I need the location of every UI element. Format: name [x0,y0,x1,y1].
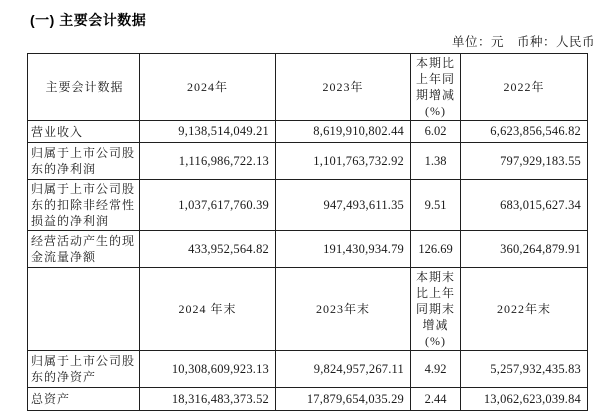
value-2024: 1,037,617,760.39 [140,180,276,231]
table-row [28,180,588,231]
table-row [28,143,588,180]
row-label: 营业收入 [28,121,140,143]
column-header: 本期比上年同期增减(%) [411,54,461,121]
value-2024: 10,308,609,923.13 [140,351,276,388]
column-header: 2023年 [276,54,411,121]
column-header: 2023年末 [276,268,411,351]
row-label: 经营活动产生的现金流量净额 [28,231,140,268]
value-yoy-pct: 126.69 [411,231,461,268]
row-label: 归属于上市公司股东的净资产 [28,351,140,388]
column-header: 2022年 [461,54,588,121]
row-label: 总资产 [28,388,140,411]
row-label: 归属于上市公司股东的扣除非经常性损益的净利润 [28,180,140,231]
value-2022: 683,015,627.34 [461,180,588,231]
table-row [28,231,588,268]
value-2022: 797,929,183.55 [461,143,588,180]
value-yoy-pct: 4.92 [411,351,461,388]
value-2022: 6,623,856,546.82 [461,121,588,143]
value-yoy-pct: 9.51 [411,180,461,231]
value-yoy-pct: 6.02 [411,121,461,143]
table-row [28,121,588,143]
column-header: 主要会计数据 [28,54,140,121]
value-2023: 8,619,910,802.44 [276,121,411,143]
unit-currency-note: 单位：元 币种：人民币 [451,35,595,49]
column-header: 2022年末 [461,268,588,351]
value-2024: 1,116,986,722.13 [140,143,276,180]
value-2024: 433,952,564.82 [140,231,276,268]
value-2024: 18,316,483,373.52 [140,388,276,411]
table-row [28,388,588,411]
column-header [28,268,140,351]
value-2022: 360,264,879.91 [461,231,588,268]
key-financials-table [27,53,588,411]
value-2023: 1,101,763,732.92 [276,143,411,180]
value-2024: 9,138,514,049.21 [140,121,276,143]
value-yoy-pct: 2.44 [411,388,461,411]
value-2023: 9,824,957,267.11 [276,351,411,388]
value-2022: 5,257,932,435.83 [461,351,588,388]
value-2022: 13,062,623,039.84 [461,388,588,411]
table-row [28,351,588,388]
value-2023: 17,879,654,035.29 [276,388,411,411]
column-header: 2024年 [140,54,276,121]
section-title: (一) 主要会计数据 [30,12,147,28]
value-yoy-pct: 1.38 [411,143,461,180]
value-2023: 191,430,934.79 [276,231,411,268]
value-2023: 947,493,611.35 [276,180,411,231]
column-header: 本期末比上年同期末增减(%) [411,268,461,351]
column-header: 2024 年末 [140,268,276,351]
table-header-year-end [28,268,588,351]
row-label: 归属于上市公司股东的净利润 [28,143,140,180]
table-header-annual [28,54,588,121]
